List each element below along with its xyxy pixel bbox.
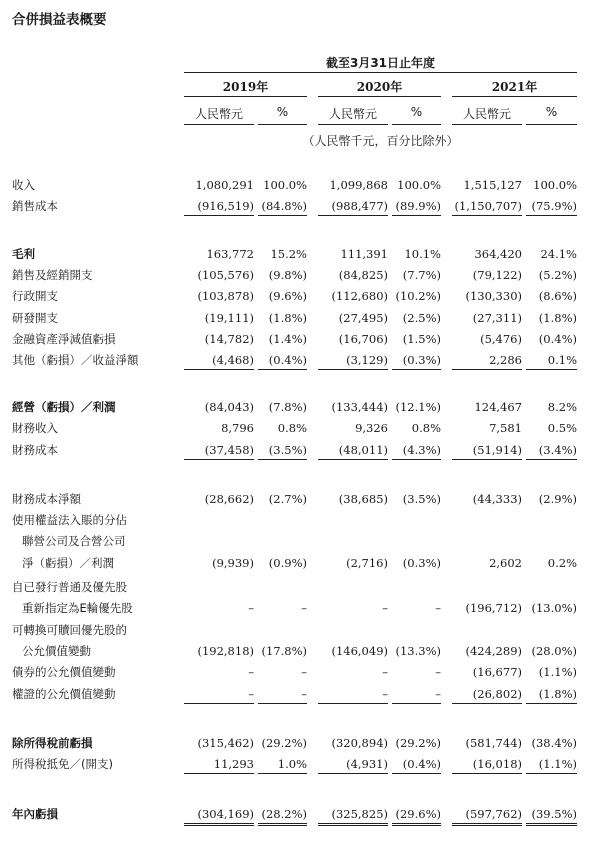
amount-cell: (988,477) — [331, 199, 388, 213]
row-label: 其他（虧損）／收益淨額 — [12, 353, 139, 367]
amount-cell: 2,602 — [489, 556, 522, 570]
table-row — [0, 755, 593, 773]
percent-cell: (28.0%) — [531, 644, 577, 658]
percent-cell: – — [435, 687, 441, 701]
percent-cell: 0.5% — [547, 421, 577, 435]
amount-cell: (79,122) — [472, 268, 522, 282]
percent-cell: 100.0% — [397, 178, 441, 192]
percent-cell: (0.3%) — [402, 556, 441, 570]
percent-cell: (4.3%) — [402, 443, 441, 457]
subtotal-underline — [318, 369, 388, 370]
percent-cell: – — [301, 687, 307, 701]
percent-cell: (3.4%) — [538, 443, 577, 457]
percent-cell: (38.4%) — [531, 736, 577, 750]
amount-cell: (196,712) — [465, 601, 522, 615]
percent-cell: (28.2%) — [261, 807, 307, 821]
subtotal-underline — [258, 215, 307, 216]
sub-rule — [184, 124, 254, 125]
subtotal-underline — [526, 215, 577, 216]
year-header-2019: 2019年 — [222, 80, 269, 94]
table-row — [0, 554, 593, 572]
col-header-pct-2021: % — [545, 105, 558, 119]
percent-cell: 0.1% — [547, 353, 577, 367]
subtotal-underline — [184, 369, 254, 370]
subtotal-underline — [184, 459, 254, 460]
percent-cell: 8.2% — [547, 400, 577, 414]
amount-cell: (2,716) — [346, 556, 388, 570]
page-title: 合併損益表概要 — [12, 12, 107, 28]
amount-cell: (27,311) — [472, 311, 522, 325]
row-label: 行政開支 — [12, 289, 58, 303]
percent-cell: (12.1%) — [395, 400, 441, 414]
percent-cell: – — [301, 601, 307, 615]
subtotal-underline — [392, 703, 441, 704]
year-rule-2019 — [184, 96, 307, 97]
percent-cell: (3.5%) — [402, 492, 441, 506]
amount-cell: (9,939) — [212, 556, 254, 570]
subtotal-underline — [392, 215, 441, 216]
table-row — [0, 245, 593, 263]
amount-cell: (424,289) — [465, 644, 522, 658]
amount-cell: 163,772 — [206, 247, 254, 261]
subtotal-underline — [526, 703, 577, 704]
subtotal-underline — [318, 459, 388, 460]
table-row — [0, 197, 593, 215]
percent-cell: 10.1% — [404, 247, 441, 261]
amount-cell: 1,099,868 — [329, 178, 388, 192]
subtotal-underline — [452, 215, 522, 216]
percent-cell: (75.9%) — [531, 199, 577, 213]
percent-cell: (2.7%) — [268, 492, 307, 506]
table-row — [0, 511, 593, 529]
table-row — [0, 805, 593, 823]
percent-cell: (39.5%) — [531, 807, 577, 821]
amount-cell: (48,011) — [338, 443, 388, 457]
subtotal-underline — [258, 703, 307, 704]
amount-cell: – — [382, 665, 388, 679]
amount-cell: (146,049) — [331, 644, 388, 658]
row-label: 年內虧損 — [12, 807, 58, 821]
percent-cell: (1.8%) — [268, 311, 307, 325]
row-label: 重新指定為E輪優先股 — [22, 601, 133, 615]
percent-cell: (0.4%) — [268, 353, 307, 367]
percent-cell: (10.2%) — [395, 289, 441, 303]
year-rule-2020 — [318, 96, 441, 97]
percent-cell: – — [435, 601, 441, 615]
table-row — [0, 309, 593, 327]
table-row — [0, 532, 593, 550]
amount-cell: (38,685) — [338, 492, 388, 506]
subtotal-underline — [184, 215, 254, 216]
double-underline — [318, 823, 388, 826]
amount-cell: (105,576) — [197, 268, 254, 282]
amount-cell: (1,150,707) — [454, 199, 522, 213]
subtotal-underline — [526, 773, 577, 774]
amount-cell: (16,706) — [338, 332, 388, 346]
year-header-2020: 2020年 — [356, 80, 403, 94]
table-row — [0, 398, 593, 416]
row-label: 收入 — [12, 178, 35, 192]
amount-cell: (84,043) — [204, 400, 254, 414]
amount-cell: (130,330) — [465, 289, 522, 303]
percent-cell: (0.4%) — [402, 757, 441, 771]
subtotal-underline — [318, 773, 388, 774]
percent-cell: (1.4%) — [268, 332, 307, 346]
percent-cell: (29.2%) — [395, 736, 441, 750]
percent-cell: 15.2% — [270, 247, 307, 261]
row-label: 自已發行普通及優先股 — [12, 580, 127, 594]
table-row — [0, 685, 593, 703]
percent-cell: (13.3%) — [395, 644, 441, 658]
subtotal-underline — [452, 773, 522, 774]
amount-cell: (84,825) — [338, 268, 388, 282]
amount-cell: – — [382, 687, 388, 701]
percent-cell: 0.2% — [547, 556, 577, 570]
percent-cell: 0.8% — [277, 421, 307, 435]
subtotal-underline — [258, 369, 307, 370]
double-underline — [258, 823, 307, 826]
table-row — [0, 266, 593, 284]
row-label: 聯營公司及合營公司 — [22, 534, 126, 548]
percent-cell: (13.0%) — [531, 601, 577, 615]
amount-cell: (916,519) — [197, 199, 254, 213]
sub-rule — [452, 124, 522, 125]
double-underline — [526, 823, 577, 826]
unit-note: （人民幣千元，百分比除外） — [302, 134, 459, 148]
percent-cell: (1.8%) — [538, 687, 577, 701]
percent-cell: (29.2%) — [261, 736, 307, 750]
amount-cell: (320,894) — [331, 736, 388, 750]
amount-cell: (192,818) — [197, 644, 254, 658]
table-row — [0, 599, 593, 617]
amount-cell: 364,420 — [474, 247, 522, 261]
sub-rule — [392, 124, 441, 125]
row-label: 財務收入 — [12, 421, 58, 435]
amount-cell: (16,677) — [472, 665, 522, 679]
amount-cell: (51,914) — [472, 443, 522, 457]
amount-cell: (4,931) — [346, 757, 388, 771]
percent-cell: 0.8% — [411, 421, 441, 435]
row-label: 財務成本 — [12, 443, 58, 457]
percent-cell: (1.8%) — [538, 311, 577, 325]
percent-cell: 100.0% — [263, 178, 307, 192]
amount-cell: (19,111) — [204, 311, 254, 325]
percent-cell: (84.8%) — [261, 199, 307, 213]
amount-cell: 8,796 — [221, 421, 254, 435]
table-row — [0, 578, 593, 596]
row-label: 銷售成本 — [12, 199, 58, 213]
year-header-2021: 2021年 — [491, 80, 538, 94]
double-underline — [392, 823, 441, 826]
percent-cell: (9.8%) — [268, 268, 307, 282]
subtotal-underline — [392, 369, 441, 370]
percent-cell: (9.6%) — [268, 289, 307, 303]
amount-cell: (44,333) — [472, 492, 522, 506]
subtotal-underline — [452, 459, 522, 460]
table-row — [0, 642, 593, 660]
subtotal-underline — [184, 703, 254, 704]
row-label: 淨（虧損）／利潤 — [22, 556, 114, 570]
table-row — [0, 287, 593, 305]
col-header-pct-2019: % — [276, 105, 289, 119]
table-row — [0, 351, 593, 369]
table-row — [0, 330, 593, 348]
amount-cell: (325,825) — [331, 807, 388, 821]
col-header-rmb-2019: 人民幣元 — [194, 107, 243, 121]
amount-cell: (3,129) — [346, 353, 388, 367]
col-header-rmb-2021: 人民幣元 — [462, 107, 511, 121]
row-label: 除所得稅前虧損 — [12, 736, 93, 750]
percent-cell: 1.0% — [277, 757, 307, 771]
amount-cell: 1,080,291 — [195, 178, 254, 192]
subtotal-underline — [452, 703, 522, 704]
subtotal-underline — [258, 773, 307, 774]
subtotal-underline — [392, 773, 441, 774]
amount-cell: (315,462) — [197, 736, 254, 750]
row-label: 金融資產淨減值虧損 — [12, 332, 116, 346]
amount-cell: (27,495) — [338, 311, 388, 325]
amount-cell: (5,476) — [480, 332, 522, 346]
percent-cell: (0.3%) — [402, 353, 441, 367]
percent-cell: (7.7%) — [402, 268, 441, 282]
amount-cell: 7,581 — [489, 421, 522, 435]
percent-cell: (0.4%) — [538, 332, 577, 346]
subtotal-underline — [318, 215, 388, 216]
row-label: 可轉換可贖回優先股的 — [12, 623, 127, 637]
percent-cell: 100.0% — [533, 178, 577, 192]
percent-cell: (8.6%) — [538, 289, 577, 303]
amount-cell: 2,286 — [489, 353, 522, 367]
row-label: 使用權益法入賬的分佔 — [12, 513, 127, 527]
subtotal-underline — [452, 369, 522, 370]
percent-cell: (29.6%) — [395, 807, 441, 821]
amount-cell: (103,878) — [197, 289, 254, 303]
amount-cell: – — [248, 687, 254, 701]
amount-cell: 124,467 — [474, 400, 522, 414]
percent-cell: – — [301, 665, 307, 679]
col-header-rmb-2020: 人民幣元 — [328, 107, 377, 121]
percent-cell: (7.8%) — [268, 400, 307, 414]
period-rule — [184, 72, 577, 73]
subtotal-underline — [526, 459, 577, 460]
amount-cell: (28,662) — [204, 492, 254, 506]
subtotal-underline — [392, 459, 441, 460]
amount-cell: 111,391 — [340, 247, 388, 261]
year-rule-2021 — [452, 96, 577, 97]
amount-cell: – — [382, 601, 388, 615]
percent-cell: (1.5%) — [402, 332, 441, 346]
table-row — [0, 734, 593, 752]
period-header: 截至3月31日止年度 — [325, 56, 436, 70]
amount-cell: (4,468) — [212, 353, 254, 367]
double-underline — [452, 823, 522, 826]
percent-cell: (1.1%) — [538, 665, 577, 679]
amount-cell: (304,169) — [197, 807, 254, 821]
amount-cell: (112,680) — [331, 289, 388, 303]
amount-cell: (597,762) — [465, 807, 522, 821]
subtotal-underline — [318, 703, 388, 704]
amount-cell: – — [248, 601, 254, 615]
row-label: 銷售及經銷開支 — [12, 268, 93, 282]
amount-cell: 11,293 — [213, 757, 254, 771]
amount-cell: (133,444) — [331, 400, 388, 414]
subtotal-underline — [258, 459, 307, 460]
percent-cell: (5.2%) — [538, 268, 577, 282]
double-underline — [184, 823, 254, 826]
amount-cell: (581,744) — [465, 736, 522, 750]
percent-cell: 24.1% — [540, 247, 577, 261]
row-label: 債券的公允價值變動 — [12, 665, 116, 679]
percent-cell: (2.9%) — [538, 492, 577, 506]
sub-rule — [318, 124, 388, 125]
amount-cell: – — [248, 665, 254, 679]
table-row — [0, 419, 593, 437]
amount-cell: (14,782) — [204, 332, 254, 346]
amount-cell: 9,326 — [355, 421, 388, 435]
col-header-pct-2020: % — [410, 105, 423, 119]
percent-cell: (1.1%) — [538, 757, 577, 771]
row-label: 財務成本淨額 — [12, 492, 81, 506]
table-row — [0, 663, 593, 681]
amount-cell: (26,802) — [472, 687, 522, 701]
amount-cell: 1,515,127 — [463, 178, 522, 192]
sub-rule — [526, 124, 577, 125]
percent-cell: (3.5%) — [268, 443, 307, 457]
amount-cell: (16,018) — [472, 757, 522, 771]
percent-cell: – — [435, 665, 441, 679]
sub-rule — [258, 124, 307, 125]
percent-cell: (89.9%) — [395, 199, 441, 213]
row-label: 所得稅抵免／(開支) — [12, 757, 113, 771]
row-label: 毛利 — [12, 247, 35, 261]
table-row — [0, 441, 593, 459]
amount-cell: (37,458) — [204, 443, 254, 457]
percent-cell: (0.9%) — [268, 556, 307, 570]
row-label: 權證的公允價值變動 — [12, 687, 116, 701]
row-label: 公允價值變動 — [22, 644, 91, 658]
subtotal-underline — [184, 773, 254, 774]
row-label: 經營（虧損）／利潤 — [12, 400, 116, 414]
table-row — [0, 490, 593, 508]
percent-cell: (2.5%) — [402, 311, 441, 325]
row-label: 研發開支 — [12, 311, 58, 325]
percent-cell: (17.8%) — [261, 644, 307, 658]
subtotal-underline — [526, 369, 577, 370]
table-row — [0, 621, 593, 639]
table-row — [0, 176, 593, 194]
